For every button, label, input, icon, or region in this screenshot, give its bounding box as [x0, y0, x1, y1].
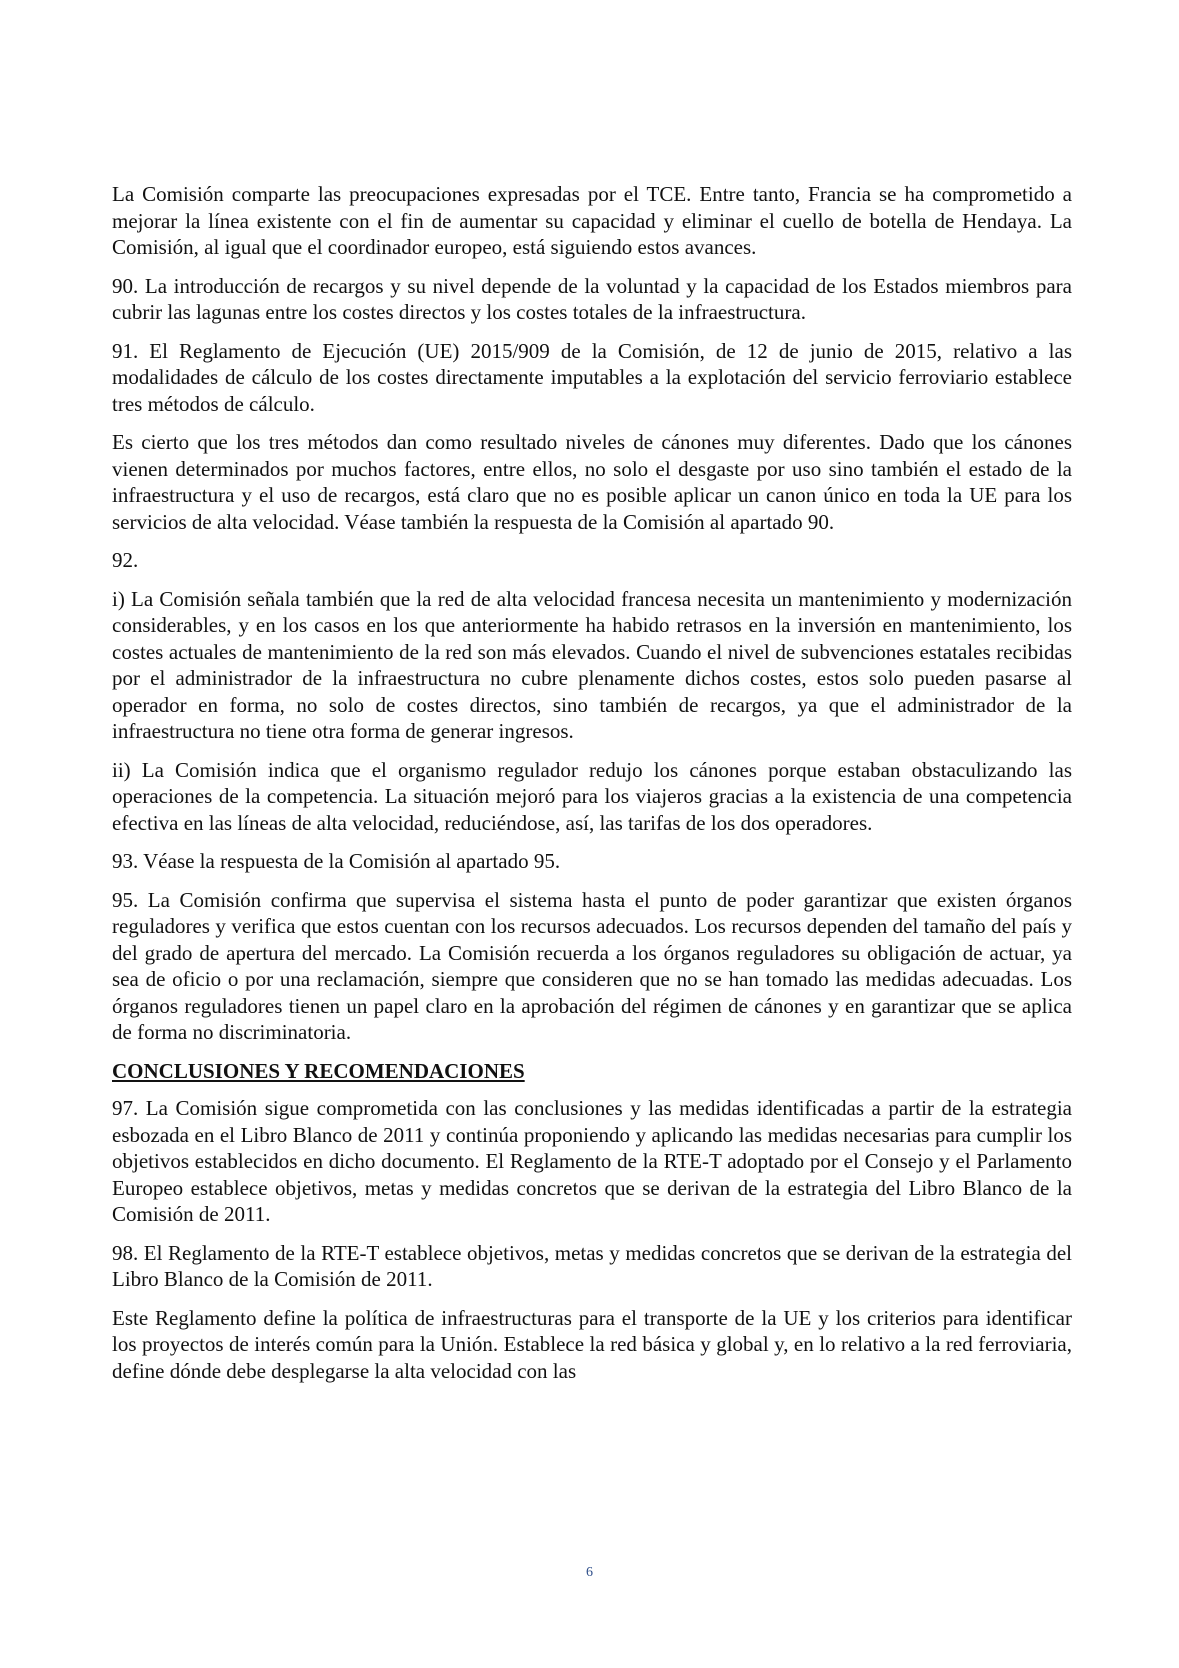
paragraph-92-number: 92. — [112, 548, 139, 572]
paragraph-92-i: i) La Comisión señala también que la red de alta velocidad francesa necesita un mantenimiento y modernización considerables, y en los casos en los que anteriormente ha habido retrasos en la inversión en mantenimiento, los costes actuales de mantenimiento de la red son más elevados. Cuando el nivel de subvenciones estatales recibidas por el administrador de la infraestructura no cubre plenamente dichos costes, estos solo pueden pasarse al operador en forma, no solo de costes directos, sino también de recargos, ya que el administrador de la infraestructura no tiene otra forma de generar ingresos. — [112, 586, 1072, 743]
paragraph-91: 91. El Reglamento de Ejecución (UE) 2015/909 de la Comisión, de 12 de junio de 2015, relativo a las modalidades de cálculo de los costes directamente imputables a la explotación del servicio ferroviario establece tres métodos de cálculo. — [112, 338, 1072, 416]
paragraph-regulation-policy: Este Reglamento define la política de infraestructuras para el transporte de la UE y los criterios para identificar los proyectos de interés común para la Unión. Establece la red básica y global y, en lo relativo a la red ferroviaria, define dónde debe desplegarse la alta velocidad con las — [112, 1305, 1072, 1383]
paragraph-97: 97. La Comisión sigue comprometida con las conclusiones y las medidas identificadas a partir de la estrategia esbozada en el Libro Blanco de 2011 y continúa proponiendo y aplicando las medidas necesarias para cumplir los objetivos establecidos en dicho documento. El Reglamento de la RTE-T adoptado por el Consejo y el Parlamento Europeo establece objetivos, metas y medidas concretos que se derivan de la estrategia del Libro Blanco de la Comisión de 2011. — [112, 1096, 1072, 1226]
paragraph-98: 98. El Reglamento de la RTE-T establece objetivos, metas y medidas concretos que se derivan de la estrategia del Libro Blanco de la Comisión de 2011. — [112, 1240, 1072, 1291]
page-number: 6 — [586, 1565, 593, 1580]
document-body — [112, 181, 1072, 1396]
paragraph-95: 95. La Comisión confirma que supervisa el sistema hasta el punto de poder garantizar que existen órganos reguladores y verifica que estos cuentan con los recursos adecuados. Los recursos dependen del tamaño del país y del grado de apertura del mercado. La Comisión recuerda a los órganos reguladores su obligación de actuar, ya sea de oficio o por una reclamación, siempre que consideren que no se han tomado las medidas adecuadas. Los órganos reguladores tienen un papel claro en la aprobación del régimen de cánones y en garantizar que se aplica de forma no discriminatoria. — [112, 887, 1072, 1044]
paragraph-three-methods: Es cierto que los tres métodos dan como resultado niveles de cánones muy diferentes. Dado que los cánones vienen determinados por muchos factores, entre ellos, no solo el desgaste por uso sino también el estado de la infraestructura y el uso de recargos, está claro que no es posible aplicar un canon único en toda la UE para los servicios de alta velocidad. Véase también la respuesta de la Comisión al apartado 90. — [112, 430, 1072, 534]
paragraph-93: 93. Véase la respuesta de la Comisión al apartado 95. — [112, 849, 561, 873]
paragraph-92-ii: ii) La Comisión indica que el organismo regulador redujo los cánones porque estaban obstaculizando las operaciones de la competencia. La situación mejoró para los viajeros gracias a la existencia de una competencia efectiva en las líneas de alta velocidad, reduciéndose, así, las tarifas de los dos operadores. — [112, 757, 1072, 835]
paragraph-90: 90. La introducción de recargos y su nivel depende de la voluntad y la capacidad de los Estados miembros para cubrir las lagunas entre los costes directos y los costes totales de la infraestructura. — [112, 273, 1072, 324]
section-heading-conclusions: CONCLUSIONES Y RECOMENDACIONES — [112, 1058, 525, 1083]
paragraph-commission-shares-concerns: La Comisión comparte las preocupaciones expresadas por el TCE. Entre tanto, Francia se ha comprometido a mejorar la línea existente con el fin de aumentar su capacidad y eliminar el cuello de botella de Hendaya. La Comisión, al igual que el coordinador europeo, está siguiendo estos avances. — [112, 182, 1072, 259]
